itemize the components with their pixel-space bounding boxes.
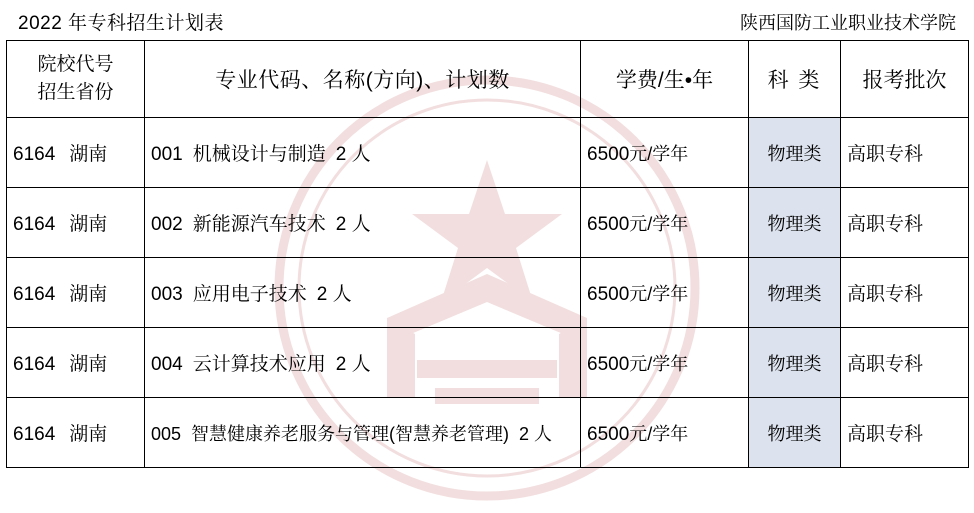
fee-unit: 元/学年 <box>629 213 689 234</box>
table-row <box>7 328 969 398</box>
fee-unit: 元/学年 <box>629 143 689 164</box>
cell-category: 物理类 <box>749 398 841 468</box>
province-value: 湖南 <box>69 214 108 235</box>
column-header-fee: 学费/生•年 <box>581 41 749 118</box>
major-name-value: 机械设计与制造 <box>192 144 326 165</box>
column-header-code-line1: 院校代号 <box>37 54 114 76</box>
major-name-value: 智慧健康养老服务与管理(智慧养老管理) <box>191 423 510 444</box>
major-code-value: 005 <box>151 423 182 444</box>
fee-value: 6500 <box>587 283 630 305</box>
table-row <box>7 398 969 468</box>
cell-school-code <box>7 328 145 398</box>
table-header-row <box>7 41 969 118</box>
column-header-category: 科 类 <box>749 41 841 118</box>
cell-school-code <box>7 118 145 188</box>
cell-fee <box>581 258 749 328</box>
plan-count-value: 2 人 <box>519 423 553 444</box>
school-code-value: 6164 <box>13 284 56 305</box>
cell-fee <box>581 398 749 468</box>
fee-unit: 元/学年 <box>629 283 689 304</box>
plan-table-container <box>0 40 974 468</box>
table-row <box>7 118 969 188</box>
cell-school-code <box>7 398 145 468</box>
column-header-code <box>7 41 145 118</box>
table-row <box>7 258 969 328</box>
fee-value: 6500 <box>587 143 630 165</box>
cell-major <box>145 258 581 328</box>
school-name: 陕西国防工业职业技术学院 <box>740 13 956 33</box>
column-header-batch: 报考批次 <box>841 41 969 118</box>
school-code-value: 6164 <box>13 424 56 445</box>
cell-major <box>145 328 581 398</box>
major-code-value: 004 <box>151 354 183 375</box>
cell-batch: 高职专科 <box>841 328 969 398</box>
major-name-value: 新能源汽车技术 <box>192 214 326 235</box>
table-body <box>7 118 969 468</box>
admission-plan-table <box>6 40 969 468</box>
plan-count-value: 2 人 <box>335 144 371 165</box>
cell-category: 物理类 <box>749 118 841 188</box>
fee-value: 6500 <box>587 353 630 375</box>
cell-school-code <box>7 258 145 328</box>
province-value: 湖南 <box>69 284 108 305</box>
plan-count-value: 2 人 <box>335 214 371 235</box>
cell-batch: 高职专科 <box>841 118 969 188</box>
school-code-value: 6164 <box>13 354 56 375</box>
cell-fee <box>581 328 749 398</box>
plan-count-value: 2 人 <box>316 284 352 305</box>
cell-major <box>145 118 581 188</box>
cell-fee <box>581 118 749 188</box>
cell-batch: 高职专科 <box>841 258 969 328</box>
fee-value: 6500 <box>587 213 630 235</box>
fee-unit: 元/学年 <box>629 353 689 374</box>
cell-major <box>145 398 581 468</box>
province-value: 湖南 <box>69 424 108 445</box>
cell-batch: 高职专科 <box>841 188 969 258</box>
province-value: 湖南 <box>69 354 108 375</box>
cell-category: 物理类 <box>749 188 841 258</box>
major-name-value: 应用电子技术 <box>192 284 307 305</box>
school-code-value: 6164 <box>13 214 56 235</box>
table-header <box>7 41 969 118</box>
cell-batch: 高职专科 <box>841 398 969 468</box>
fee-value: 6500 <box>587 423 630 445</box>
cell-major <box>145 188 581 258</box>
cell-category: 物理类 <box>749 328 841 398</box>
cell-school-code <box>7 188 145 258</box>
major-code-value: 001 <box>151 144 183 165</box>
major-name-value: 云计算技术应用 <box>192 354 326 375</box>
cell-fee <box>581 188 749 258</box>
page-title: 2022 年专科招生计划表 <box>18 13 225 34</box>
plan-count-value: 2 人 <box>335 354 371 375</box>
table-row <box>7 188 969 258</box>
column-header-code-line2: 招生省份 <box>37 82 114 103</box>
major-code-value: 002 <box>151 214 183 235</box>
province-value: 湖南 <box>69 144 108 165</box>
column-header-major: 专业代码、名称(方向)、计划数 <box>145 41 581 118</box>
fee-unit: 元/学年 <box>629 423 689 444</box>
cell-category: 物理类 <box>749 258 841 328</box>
major-code-value: 003 <box>151 284 183 305</box>
document-header <box>0 0 974 40</box>
school-code-value: 6164 <box>13 144 56 165</box>
